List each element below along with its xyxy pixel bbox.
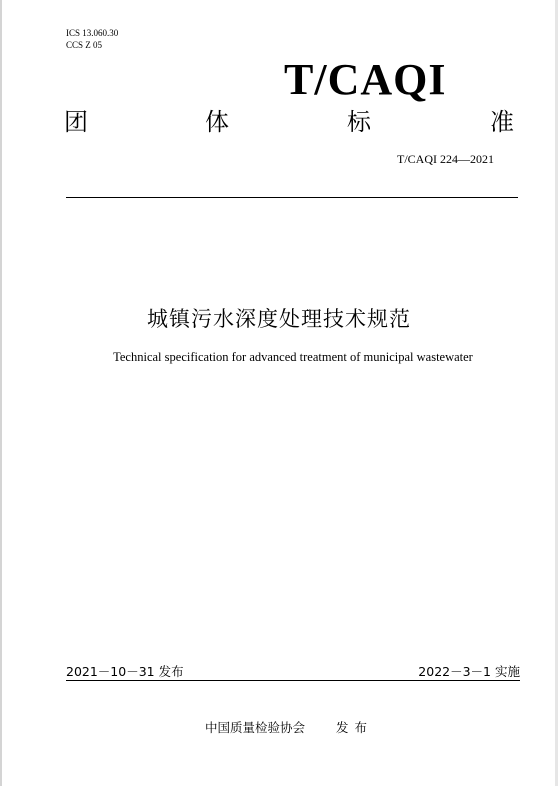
title-chinese: 城镇污水深度处理技术规范 (147, 307, 411, 331)
standard-kind-char: 标 (347, 108, 371, 136)
title-english: Technical specification for advanced treatment of municipal wastewater (113, 350, 473, 364)
header-divider (66, 197, 518, 198)
publisher-name: 中国质量检验协会 (205, 720, 306, 735)
publish-label: 发布 (336, 720, 374, 735)
footer-divider (66, 680, 520, 681)
standard-kind-char: 体 (205, 108, 229, 136)
implementation-date: 2022－3－1 实施 (418, 664, 520, 679)
classification-codes (66, 27, 118, 51)
standard-kind-char: 团 (64, 108, 88, 136)
issue-date: 2021－10－31 发布 (66, 664, 184, 679)
standard-kind-char: 准 (490, 108, 514, 136)
ics-code: ICS 13.060.30 (66, 28, 119, 38)
ccs-code: CCS Z 05 (66, 40, 103, 50)
standard-number: T/CAQI 224—2021 (397, 152, 494, 166)
organization-logo: T/CAQI (284, 55, 447, 104)
page-left-edge (0, 0, 2, 786)
